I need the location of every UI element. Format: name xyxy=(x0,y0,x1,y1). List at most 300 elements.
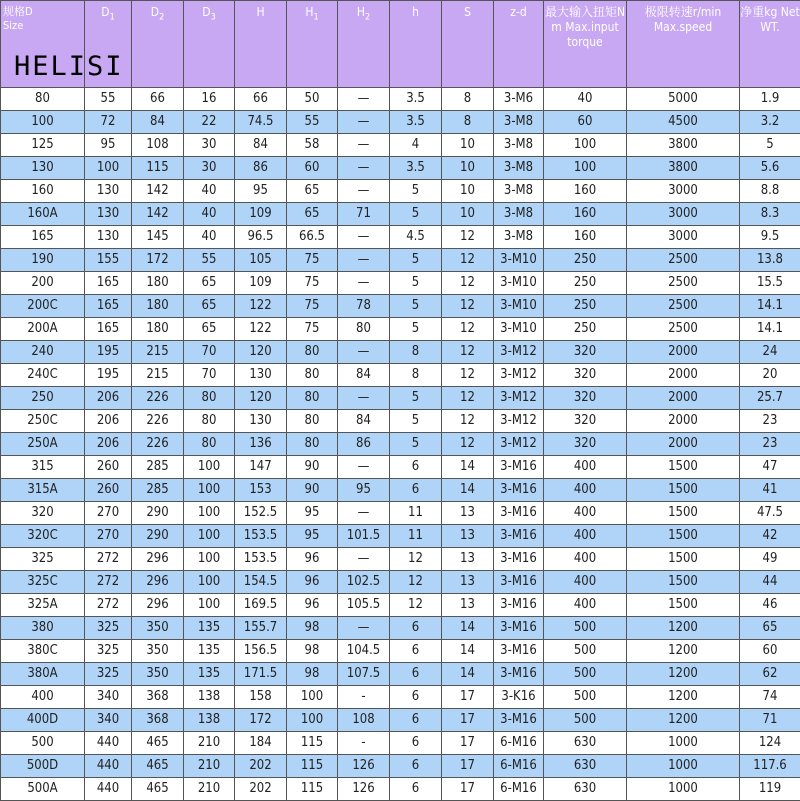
cell-h1: 90 xyxy=(287,456,338,479)
cell-s: 13 xyxy=(442,548,494,571)
cell-d1: 165 xyxy=(85,272,132,295)
helisi-logo: HELISI xyxy=(14,52,124,82)
cell-zd: 3-M10 xyxy=(494,249,544,272)
cell-s: 17 xyxy=(442,686,494,709)
header-zd xyxy=(494,1,544,88)
cell-speed: 2000 xyxy=(627,387,740,410)
header-d1-sub: 1 xyxy=(110,12,115,22)
cell-h-small: 4.5 xyxy=(390,226,442,249)
cell-d3: 100 xyxy=(184,594,235,617)
header-zd-label: z-d xyxy=(510,5,526,19)
cell-h2: — xyxy=(338,226,390,249)
cell-h-small: 6 xyxy=(390,456,442,479)
cell-d1: 272 xyxy=(85,571,132,594)
cell-h-cap: 152.5 xyxy=(235,502,287,525)
cell-h-small: 6 xyxy=(390,640,442,663)
cell-s: 8 xyxy=(442,88,494,111)
cell-h2: 102.5 xyxy=(338,571,390,594)
cell-speed: 1200 xyxy=(627,617,740,640)
cell-d3: 40 xyxy=(184,203,235,226)
cell-h1: 96 xyxy=(287,571,338,594)
cell-h-small: 6 xyxy=(390,617,442,640)
cell-h-cap: 74.5 xyxy=(235,111,287,134)
cell-h-cap: 153.5 xyxy=(235,548,287,571)
table-row xyxy=(1,594,800,617)
cell-zd: 3-M12 xyxy=(494,364,544,387)
cell-size: 80 xyxy=(1,88,85,111)
header-d2 xyxy=(132,1,184,88)
cell-zd: 3-M16 xyxy=(494,479,544,502)
cell-d3: 100 xyxy=(184,502,235,525)
cell-h2: — xyxy=(338,341,390,364)
cell-torque: 500 xyxy=(544,686,627,709)
cell-h-small: 5 xyxy=(390,272,442,295)
header-h-small xyxy=(390,1,442,88)
cell-h1: 98 xyxy=(287,617,338,640)
cell-torque: 160 xyxy=(544,226,627,249)
cell-d3: 22 xyxy=(184,111,235,134)
cell-h1: 80 xyxy=(287,387,338,410)
cell-torque: 630 xyxy=(544,778,627,801)
table-row xyxy=(1,318,800,341)
header-torque-label: 最大输入扭矩N m Max.input torque xyxy=(545,5,625,49)
cell-torque: 400 xyxy=(544,525,627,548)
cell-weight: 9.5 xyxy=(740,226,800,249)
cell-h1: 75 xyxy=(287,295,338,318)
cell-h-small: 4 xyxy=(390,134,442,157)
cell-d1: 260 xyxy=(85,456,132,479)
table-row xyxy=(1,617,800,640)
cell-d3: 100 xyxy=(184,525,235,548)
cell-speed: 1500 xyxy=(627,525,740,548)
cell-h2: 80 xyxy=(338,318,390,341)
cell-zd: 3-M16 xyxy=(494,456,544,479)
cell-d2: 226 xyxy=(132,387,184,410)
cell-weight: 60 xyxy=(740,640,800,663)
cell-h2: 108 xyxy=(338,709,390,732)
cell-torque: 100 xyxy=(544,134,627,157)
cell-zd: 3-M8 xyxy=(494,157,544,180)
cell-d1: 130 xyxy=(85,180,132,203)
table-row xyxy=(1,456,800,479)
cell-h1: 100 xyxy=(287,686,338,709)
cell-h-cap: 109 xyxy=(235,203,287,226)
cell-h1: 80 xyxy=(287,433,338,456)
cell-s: 10 xyxy=(442,180,494,203)
header-s xyxy=(442,1,494,88)
cell-size: 325 xyxy=(1,548,85,571)
cell-s: 10 xyxy=(442,157,494,180)
cell-d2: 215 xyxy=(132,341,184,364)
cell-d2: 296 xyxy=(132,594,184,617)
cell-h2: 78 xyxy=(338,295,390,318)
cell-size: 320 xyxy=(1,502,85,525)
cell-s: 13 xyxy=(442,594,494,617)
cell-weight: 119 xyxy=(740,778,800,801)
cell-h-cap: 169.5 xyxy=(235,594,287,617)
cell-h-cap: 95 xyxy=(235,180,287,203)
cell-h2: 126 xyxy=(338,778,390,801)
cell-s: 10 xyxy=(442,203,494,226)
header-d3 xyxy=(184,1,235,88)
cell-speed: 2500 xyxy=(627,249,740,272)
cell-speed: 1000 xyxy=(627,732,740,755)
cell-size: 500D xyxy=(1,755,85,778)
cell-d1: 206 xyxy=(85,387,132,410)
cell-size: 315 xyxy=(1,456,85,479)
cell-h2: 71 xyxy=(338,203,390,226)
cell-zd: 3-K16 xyxy=(494,686,544,709)
cell-d3: 135 xyxy=(184,663,235,686)
cell-d2: 465 xyxy=(132,755,184,778)
header-s-label: S xyxy=(464,5,471,19)
cell-d1: 195 xyxy=(85,364,132,387)
cell-weight: 117.6 xyxy=(740,755,800,778)
table-row xyxy=(1,525,800,548)
cell-d1: 206 xyxy=(85,410,132,433)
header-d2-sub: 2 xyxy=(159,12,164,22)
table-row xyxy=(1,295,800,318)
cell-h2: — xyxy=(338,88,390,111)
cell-s: 14 xyxy=(442,479,494,502)
table-row xyxy=(1,502,800,525)
table-row xyxy=(1,272,800,295)
cell-torque: 320 xyxy=(544,387,627,410)
cell-torque: 320 xyxy=(544,433,627,456)
cell-h-cap: 120 xyxy=(235,387,287,410)
header-d3-sub: 3 xyxy=(211,12,216,22)
cell-size: 380C xyxy=(1,640,85,663)
table-row xyxy=(1,387,800,410)
cell-d3: 65 xyxy=(184,318,235,341)
cell-s: 14 xyxy=(442,456,494,479)
cell-d1: 340 xyxy=(85,709,132,732)
cell-speed: 4500 xyxy=(627,111,740,134)
cell-zd: 3-M12 xyxy=(494,410,544,433)
cell-d1: 272 xyxy=(85,548,132,571)
cell-size: 320C xyxy=(1,525,85,548)
cell-size: 250C xyxy=(1,410,85,433)
cell-d2: 350 xyxy=(132,640,184,663)
cell-h-small: 5 xyxy=(390,249,442,272)
cell-h-small: 12 xyxy=(390,594,442,617)
cell-h2: — xyxy=(338,157,390,180)
cell-h2: 84 xyxy=(338,410,390,433)
cell-d1: 340 xyxy=(85,686,132,709)
cell-speed: 1200 xyxy=(627,663,740,686)
cell-h2: — xyxy=(338,387,390,410)
header-torque xyxy=(544,1,627,88)
cell-h-cap: 158 xyxy=(235,686,287,709)
cell-d2: 226 xyxy=(132,433,184,456)
cell-speed: 1200 xyxy=(627,640,740,663)
cell-d3: 40 xyxy=(184,226,235,249)
cell-torque: 400 xyxy=(544,571,627,594)
cell-torque: 320 xyxy=(544,364,627,387)
cell-d3: 100 xyxy=(184,571,235,594)
cell-s: 17 xyxy=(442,709,494,732)
cell-speed: 2500 xyxy=(627,295,740,318)
cell-h2: — xyxy=(338,180,390,203)
cell-d1: 72 xyxy=(85,111,132,134)
cell-zd: 3-M16 xyxy=(494,617,544,640)
cell-d2: 290 xyxy=(132,502,184,525)
cell-h2: — xyxy=(338,249,390,272)
cell-d1: 440 xyxy=(85,778,132,801)
cell-h-small: 3.5 xyxy=(390,111,442,134)
table-row xyxy=(1,686,800,709)
cell-d1: 130 xyxy=(85,226,132,249)
cell-s: 12 xyxy=(442,364,494,387)
cell-h-cap: 136 xyxy=(235,433,287,456)
cell-s: 12 xyxy=(442,387,494,410)
cell-h-small: 11 xyxy=(390,525,442,548)
cell-d3: 80 xyxy=(184,387,235,410)
cell-d1: 95 xyxy=(85,134,132,157)
cell-s: 12 xyxy=(442,410,494,433)
cell-size: 190 xyxy=(1,249,85,272)
cell-speed: 1500 xyxy=(627,502,740,525)
cell-h2: — xyxy=(338,548,390,571)
cell-d1: 440 xyxy=(85,755,132,778)
cell-d1: 165 xyxy=(85,295,132,318)
cell-size: 200 xyxy=(1,272,85,295)
cell-weight: 62 xyxy=(740,663,800,686)
cell-weight: 25.7 xyxy=(740,387,800,410)
cell-h2: 105.5 xyxy=(338,594,390,617)
cell-h-cap: 122 xyxy=(235,318,287,341)
cell-torque: 400 xyxy=(544,502,627,525)
cell-d2: 145 xyxy=(132,226,184,249)
cell-h-small: 6 xyxy=(390,755,442,778)
table-body xyxy=(1,88,800,801)
cell-zd: 3-M8 xyxy=(494,111,544,134)
cell-torque: 250 xyxy=(544,295,627,318)
cell-h-cap: 84 xyxy=(235,134,287,157)
cell-h1: 58 xyxy=(287,134,338,157)
cell-h1: 66.5 xyxy=(287,226,338,249)
cell-h-cap: 86 xyxy=(235,157,287,180)
cell-torque: 40 xyxy=(544,88,627,111)
cell-h1: 80 xyxy=(287,410,338,433)
table-row xyxy=(1,364,800,387)
cell-size: 130 xyxy=(1,157,85,180)
cell-weight: 47 xyxy=(740,456,800,479)
cell-h-small: 6 xyxy=(390,732,442,755)
cell-size: 500 xyxy=(1,732,85,755)
cell-h2: — xyxy=(338,502,390,525)
cell-torque: 320 xyxy=(544,410,627,433)
cell-h-small: 6 xyxy=(390,778,442,801)
table-row xyxy=(1,134,800,157)
cell-d2: 142 xyxy=(132,180,184,203)
cell-zd: 3-M10 xyxy=(494,272,544,295)
cell-h-cap: 184 xyxy=(235,732,287,755)
cell-h-cap: 109 xyxy=(235,272,287,295)
cell-d2: 296 xyxy=(132,548,184,571)
cell-torque: 500 xyxy=(544,640,627,663)
header-d1-label: D xyxy=(101,5,109,19)
cell-d3: 65 xyxy=(184,272,235,295)
cell-torque: 160 xyxy=(544,180,627,203)
cell-h-small: 8 xyxy=(390,341,442,364)
cell-weight: 1.9 xyxy=(740,88,800,111)
cell-weight: 20 xyxy=(740,364,800,387)
cell-h-cap: 202 xyxy=(235,778,287,801)
cell-speed: 2000 xyxy=(627,364,740,387)
cell-d1: 155 xyxy=(85,249,132,272)
cell-h1: 60 xyxy=(287,157,338,180)
table-row xyxy=(1,640,800,663)
cell-h1: 96 xyxy=(287,594,338,617)
cell-h-cap: 147 xyxy=(235,456,287,479)
cell-s: 12 xyxy=(442,341,494,364)
cell-h1: 80 xyxy=(287,364,338,387)
cell-torque: 400 xyxy=(544,594,627,617)
cell-h-cap: 153 xyxy=(235,479,287,502)
cell-torque: 320 xyxy=(544,341,627,364)
cell-d3: 210 xyxy=(184,755,235,778)
cell-h-small: 5 xyxy=(390,433,442,456)
cell-d1: 325 xyxy=(85,640,132,663)
cell-d2: 172 xyxy=(132,249,184,272)
cell-torque: 250 xyxy=(544,249,627,272)
cell-torque: 250 xyxy=(544,272,627,295)
cell-h-cap: 202 xyxy=(235,755,287,778)
cell-s: 12 xyxy=(442,272,494,295)
cell-s: 14 xyxy=(442,640,494,663)
cell-zd: 3-M12 xyxy=(494,387,544,410)
cell-h-small: 3.5 xyxy=(390,157,442,180)
cell-d2: 285 xyxy=(132,479,184,502)
table-row xyxy=(1,548,800,571)
cell-speed: 5000 xyxy=(627,88,740,111)
cell-h-cap: 156.5 xyxy=(235,640,287,663)
cell-d1: 440 xyxy=(85,732,132,755)
cell-h1: 115 xyxy=(287,778,338,801)
cell-h2: 104.5 xyxy=(338,640,390,663)
cell-weight: 3.2 xyxy=(740,111,800,134)
cell-h-small: 6 xyxy=(390,663,442,686)
cell-weight: 74 xyxy=(740,686,800,709)
cell-h2: — xyxy=(338,617,390,640)
cell-s: 10 xyxy=(442,134,494,157)
header-h-cap-label: H xyxy=(256,5,264,19)
cell-weight: 41 xyxy=(740,479,800,502)
table-row xyxy=(1,433,800,456)
cell-d1: 100 xyxy=(85,157,132,180)
cell-weight: 5 xyxy=(740,134,800,157)
cell-d2: 66 xyxy=(132,88,184,111)
cell-d3: 30 xyxy=(184,134,235,157)
cell-size: 380 xyxy=(1,617,85,640)
cell-h2: 107.5 xyxy=(338,663,390,686)
cell-size: 325A xyxy=(1,594,85,617)
cell-h-cap: 96.5 xyxy=(235,226,287,249)
cell-h1: 95 xyxy=(287,525,338,548)
cell-d3: 210 xyxy=(184,778,235,801)
cell-size: 160 xyxy=(1,180,85,203)
cell-speed: 1500 xyxy=(627,479,740,502)
cell-speed: 1000 xyxy=(627,755,740,778)
header-size-en: Size xyxy=(3,19,84,33)
cell-zd: 3-M16 xyxy=(494,525,544,548)
cell-h1: 75 xyxy=(287,318,338,341)
cell-d2: 108 xyxy=(132,134,184,157)
cell-h-small: 5 xyxy=(390,387,442,410)
cell-h1: 75 xyxy=(287,272,338,295)
cell-weight: 44 xyxy=(740,571,800,594)
cell-d3: 210 xyxy=(184,732,235,755)
cell-h1: 80 xyxy=(287,341,338,364)
cell-size: 165 xyxy=(1,226,85,249)
cell-zd: 3-M16 xyxy=(494,502,544,525)
cell-d2: 296 xyxy=(132,571,184,594)
cell-h1: 98 xyxy=(287,663,338,686)
table-row xyxy=(1,157,800,180)
cell-h-small: 6 xyxy=(390,709,442,732)
table-row xyxy=(1,249,800,272)
cell-d2: 368 xyxy=(132,709,184,732)
cell-h-small: 6 xyxy=(390,479,442,502)
cell-torque: 500 xyxy=(544,663,627,686)
cell-zd: 3-M8 xyxy=(494,180,544,203)
cell-size: 200C xyxy=(1,295,85,318)
table-row xyxy=(1,88,800,111)
cell-d3: 40 xyxy=(184,180,235,203)
cell-size: 315A xyxy=(1,479,85,502)
cell-d1: 55 xyxy=(85,88,132,111)
cell-h-small: 11 xyxy=(390,502,442,525)
cell-d3: 138 xyxy=(184,686,235,709)
cell-s: 14 xyxy=(442,663,494,686)
cell-s: 12 xyxy=(442,433,494,456)
cell-d3: 100 xyxy=(184,548,235,571)
table-row xyxy=(1,479,800,502)
cell-torque: 60 xyxy=(544,111,627,134)
cell-speed: 2000 xyxy=(627,433,740,456)
cell-d3: 65 xyxy=(184,295,235,318)
cell-d1: 325 xyxy=(85,663,132,686)
cell-size: 240C xyxy=(1,364,85,387)
cell-d2: 180 xyxy=(132,318,184,341)
cell-torque: 160 xyxy=(544,203,627,226)
cell-size: 400 xyxy=(1,686,85,709)
cell-speed: 3800 xyxy=(627,157,740,180)
cell-d3: 100 xyxy=(184,456,235,479)
cell-zd: 6-M16 xyxy=(494,778,544,801)
cell-d1: 325 xyxy=(85,617,132,640)
cell-d1: 130 xyxy=(85,203,132,226)
cell-d3: 138 xyxy=(184,709,235,732)
cell-size: 500A xyxy=(1,778,85,801)
cell-size: 380A xyxy=(1,663,85,686)
cell-size: 200A xyxy=(1,318,85,341)
header-d2-label: D xyxy=(151,5,159,19)
cell-d3: 80 xyxy=(184,410,235,433)
cell-d2: 465 xyxy=(132,732,184,755)
cell-h1: 90 xyxy=(287,479,338,502)
cell-speed: 1200 xyxy=(627,686,740,709)
table-row xyxy=(1,111,800,134)
cell-d2: 350 xyxy=(132,617,184,640)
cell-h2: 101.5 xyxy=(338,525,390,548)
cell-torque: 400 xyxy=(544,456,627,479)
cell-weight: 124 xyxy=(740,732,800,755)
cell-h-cap: 171.5 xyxy=(235,663,287,686)
cell-h-cap: 154.5 xyxy=(235,571,287,594)
cell-h-cap: 105 xyxy=(235,249,287,272)
